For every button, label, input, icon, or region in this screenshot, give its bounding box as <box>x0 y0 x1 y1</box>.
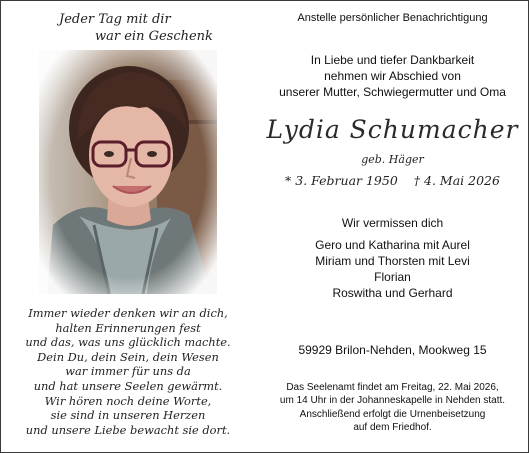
life-dates <box>255 173 529 189</box>
service-line: auf dem Friedhof. <box>353 421 432 433</box>
intro-text <box>255 52 529 100</box>
service-line: um 14 Uhr in der Johanneskapelle in Nehden statt. <box>279 394 506 406</box>
death-date: † 4. Mai 2026 <box>413 173 500 188</box>
poem-line: Immer wieder denken wir an dich, <box>28 306 228 320</box>
intro-line: nehmen wir Abschied von <box>324 69 461 83</box>
intro-line: unserer Mutter, Schwiegermutter und Oma <box>279 85 506 99</box>
poem-line: und hat unsere Seelen gewärmt. <box>33 378 223 393</box>
portrait-photo <box>39 50 217 294</box>
poem-line: und unsere Liebe bewacht sie dort. <box>25 422 231 437</box>
service-line: Anschließend erfolgt die Urnenbeisetzung <box>299 409 486 420</box>
birth-date: * 3. Februar 1950 <box>285 173 398 188</box>
mourner-line: Florian <box>374 270 411 284</box>
deceased-name: Lydia Schumacher <box>266 115 519 144</box>
miss-line: Wir vermissen dich <box>341 216 444 230</box>
poem-line: halten Erinnerungen fest <box>55 320 201 335</box>
intro-line: In Liebe und tiefer Dankbarkeit <box>310 53 475 67</box>
poem-line: Dein Du, dein Sein, dein Wesen <box>37 349 219 364</box>
mourner-line: Gero und Katharina mit Aurel <box>315 238 470 252</box>
mourner-line: Roswitha und Gerhard <box>332 286 453 300</box>
portrait-illustration <box>39 50 217 294</box>
mourners-list <box>255 237 529 301</box>
motto <box>41 11 241 45</box>
poem <box>1 306 255 437</box>
address: 59929 Brilon-Nehden, Mookweg 15 <box>298 343 487 357</box>
poem-line: Wir hören noch deine Worte, <box>44 393 212 408</box>
poem-line: sie sind in unseren Herzen <box>50 408 206 423</box>
birth-name: geb. Häger <box>361 153 424 166</box>
service-info <box>255 382 529 434</box>
poem-line: war immer für uns da <box>65 364 191 379</box>
poem-line: und das, was uns glücklich machte. <box>25 335 231 350</box>
motto-line: war ein Geschenk <box>95 29 213 44</box>
motto-line: Jeder Tag mit dir <box>59 12 171 27</box>
service-line: Das Seelenamt findet am Freitag, 22. Mai 2026, <box>286 382 499 393</box>
notice-line: Anstelle persönlicher Benachrichtigung <box>297 12 488 24</box>
mourner-line: Miriam und Thorsten mit Levi <box>315 254 470 268</box>
